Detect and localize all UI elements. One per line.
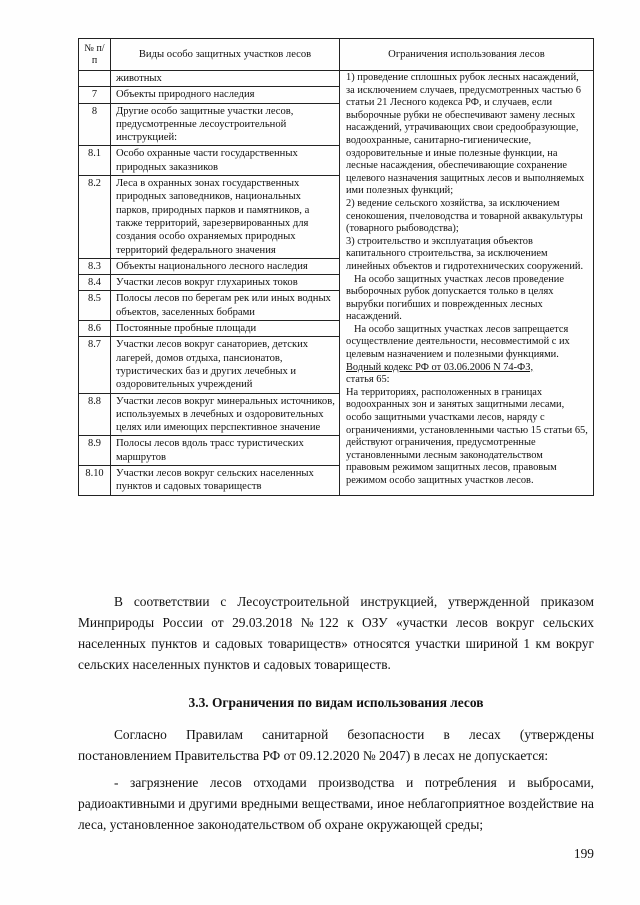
limits-item-2: 2) ведение сельского хозяйства, за исключением сенокошения, пчеловодства и товарной аквакультуры (товарного рыбоводства);	[346, 197, 583, 235]
row-kind: Полосы лесов вдоль трасс туристических маршрутов	[111, 436, 340, 466]
table-row	[79, 71, 594, 87]
row-kind: Леса в охранных зонах государственных природных заповедников, национальных парков, природных парков и памятников, а также территорий, зарезервированных для создания особо охраняемых природных территорий федерального значения	[111, 176, 340, 259]
row-kind: Объекты природного наследия	[111, 87, 340, 103]
row-number: 8.2	[79, 176, 111, 259]
header-limits: Ограничения использования лесов	[340, 39, 594, 71]
row-kind: Участки лесов вокруг глухариных токов	[111, 275, 340, 291]
limits-note-3: На территориях, расположенных в границах водоохранных зон и занятых защитными лесами, особо защитными участками лесов, наряду с ограничениями, установленными частью 15 статьи 65, действуют ограничения, предусмотренные установленными лесным законодательством правовым режимом защитных лесов, правовым режимом особо защитных участков лесов.	[346, 386, 588, 486]
section-heading: 3.3. Ограничения по видам использования лесов	[188, 695, 484, 710]
paragraph-pollution-item	[78, 772, 594, 835]
row-kind: Постоянные пробные площади	[111, 321, 340, 337]
row-kind: животных	[111, 71, 340, 87]
row-kind: Участки лесов вокруг санаториев, детских лагерей, домов отдыха, пансионатов, туристических баз и других лечебных и оздоровительных учреждений	[111, 337, 340, 393]
row-kind: Участки лесов вокруг сельских населенных пунктов и садовых товариществ	[111, 466, 340, 496]
row-number: 8.8	[79, 393, 111, 436]
water-code-link: Водный кодекс РФ от 03.06.2006 N 74-ФЗ,	[346, 361, 534, 373]
limits-cell	[340, 71, 594, 496]
row-number: 8.7	[79, 337, 111, 393]
page-number: 199	[573, 846, 594, 861]
row-number: 8.6	[79, 321, 111, 337]
row-kind: Другие особо защитные участки лесов, предусмотренные лесоустроительной инструкцией:	[111, 103, 340, 146]
row-number: 7	[79, 87, 111, 103]
restrictions-table	[78, 38, 594, 496]
paragraph-text: - загрязнение лесов отходами производства и потребления и выбросами, радиоактивными и другими вредными веществами, иное неблагоприятное воздействие на леса, установленное законодательством об охране окружающей среды;	[78, 775, 594, 832]
row-kind: Объекты национального лесного наследия	[111, 258, 340, 274]
paragraph-forest-instruction	[78, 591, 594, 675]
limits-item-3: 3) строительство и эксплуатация объектов капитального строительства, за исключением линейных объектов и гидротехнических сооружений.	[346, 235, 584, 272]
row-kind: Участки лесов вокруг минеральных источников, используемых в лечебных и оздоровительных целях или имеющих перспективное значение	[111, 393, 340, 436]
row-number: 8.9	[79, 436, 111, 466]
row-kind: Полосы лесов по берегам рек или иных водных объектов, заселенных бобрами	[111, 291, 340, 321]
row-number: 8.3	[79, 258, 111, 274]
water-code-reference	[346, 362, 589, 387]
water-code-article: статья 65:	[346, 374, 390, 386]
row-number: 8.5	[79, 291, 111, 321]
row-kind: Особо охранные части государственных природных заказников	[111, 146, 340, 176]
row-number	[79, 71, 111, 87]
row-number: 8	[79, 103, 111, 146]
row-number: 8.10	[79, 466, 111, 496]
limits-item-1: 1) проведение сплошных рубок лесных насаждений, за исключением случаев, предусмотренных частью 6 статьи 21 Лесного кодекса РФ, и случаев, если выборочные рубки не обеспечивают замену лесных насаждений, утрачивающих свои средообразующие, водоохранные, санитарно-гигиенические, оздоровительные и иные полезные функции, на лесные насаждения, обеспечивающие сохранение целевого назначения защитных лесов и выполняемых ими полезных функций;	[346, 72, 585, 197]
paragraph-sanitary-rules	[78, 724, 594, 766]
row-number: 8.1	[79, 146, 111, 176]
row-number: 8.4	[79, 275, 111, 291]
limits-note-1: На особо защитных участках лесов проведение выборочных рубок допускается только в целях вырубки погибших и поврежденных лесных насаждений.	[346, 273, 564, 323]
paragraph-text: В соответствии с Лесоустроительной инструкцией, утвержденной приказом Минприроды России от 29.03.2018 №122 к ОЗУ «участки лесов вокруг сельских населенных пунктов и садовых товариществ» относятся участки шириной 1 км вокруг сельских населенных пунктов и садовых товариществ.	[78, 594, 594, 672]
limits-note-2: На особо защитных участках лесов запрещается осуществление деятельности, несовместимой с их целевым назначением и полезными функциями.	[346, 323, 570, 361]
header-number: № п/п	[79, 39, 111, 71]
table-header-row	[79, 39, 594, 71]
header-kind: Виды особо защитных участков лесов	[111, 39, 340, 71]
paragraph-text: Согласно Правилам санитарной безопасности в лесах (утверждены постановлением Правительства РФ от 09.12.2020 № 2047) в лесах не допускается:	[78, 727, 594, 763]
